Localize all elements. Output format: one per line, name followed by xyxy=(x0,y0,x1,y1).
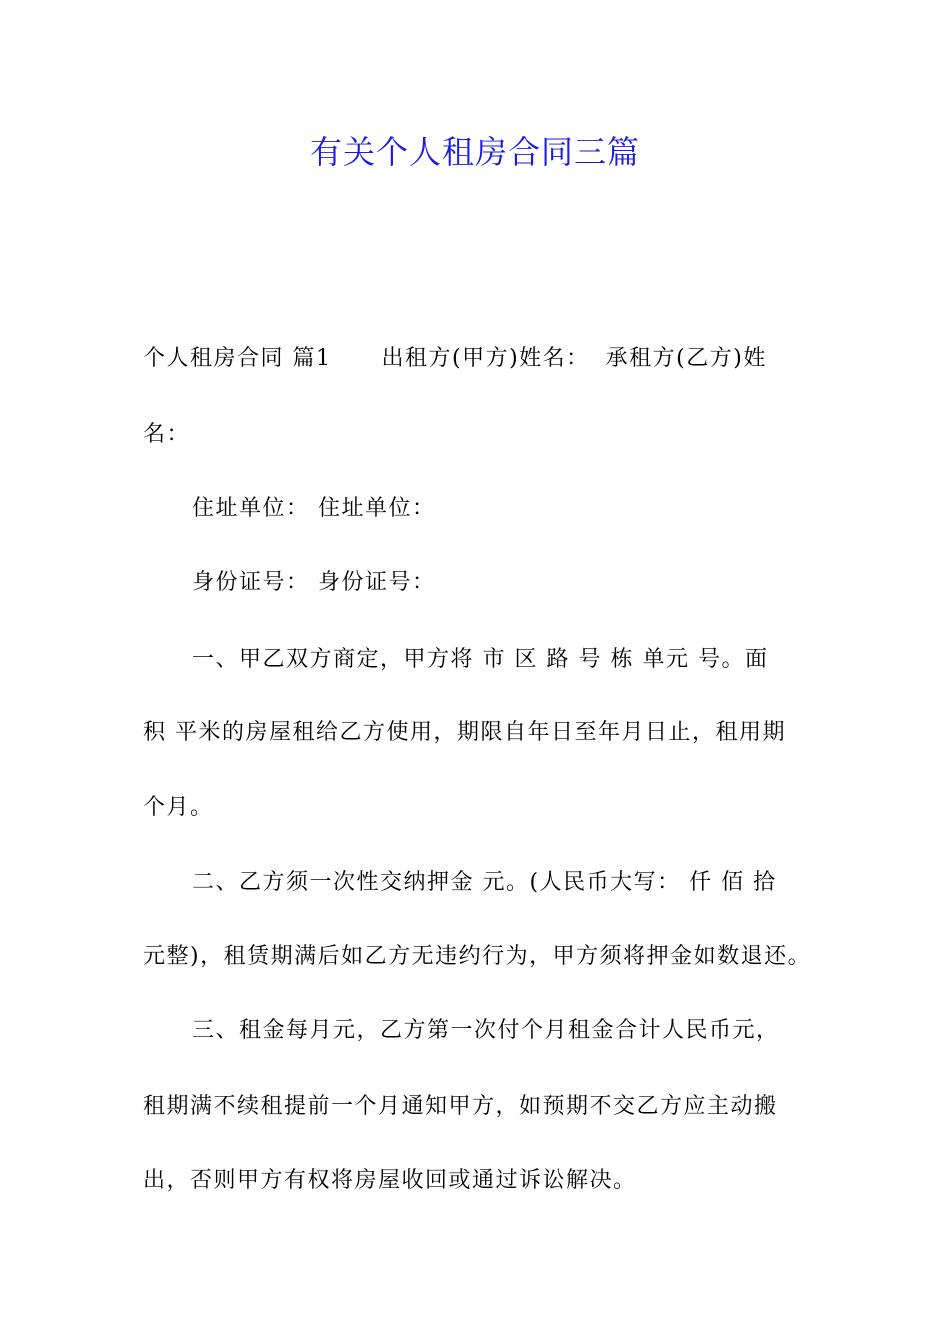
lessor-name-label: 出租方(甲方)姓名： xyxy=(381,346,590,371)
paragraph-line: 积 平米的房屋租给乙方使用，期限自年日至年月日止，租用期 xyxy=(143,720,786,745)
clause-three-line: 三、租金每月元，乙方第一次付个月租金合计人民币元， xyxy=(192,1018,780,1043)
contract-section-label: 个人租房合同 篇1 xyxy=(143,346,332,371)
paragraph-line: 个月。 xyxy=(143,795,214,820)
address-line: 住址单位： 住址单位： xyxy=(192,496,436,521)
paragraph-line: 元整)，租赁期满后如乙方无违约行为，甲方须将押金如数退还。 xyxy=(143,944,812,969)
paragraph-line: 租期满不续租提前一个月通知甲方，如预期不交乙方应主动搬 xyxy=(143,1094,778,1119)
document-title: 有关个人租房合同三篇 xyxy=(309,133,640,171)
clause-two-line: 二、乙方须一次性交纳押金 元。(人民币大写： 仟 佰 拾 xyxy=(192,870,777,895)
paragraph-line: 名： xyxy=(143,422,191,447)
contract-heading-line xyxy=(143,344,813,374)
clause-one-line: 一、甲乙双方商定，甲方将 市 区 路 号 栋 单元 号。面 xyxy=(192,647,769,672)
paragraph-line: 出，否则甲方有权将房屋收回或通过诉讼解决。 xyxy=(143,1168,637,1193)
id-number-line: 身份证号： 身份证号： xyxy=(192,570,436,595)
lessee-name-label: 承租方(乙方)姓 xyxy=(605,346,767,371)
